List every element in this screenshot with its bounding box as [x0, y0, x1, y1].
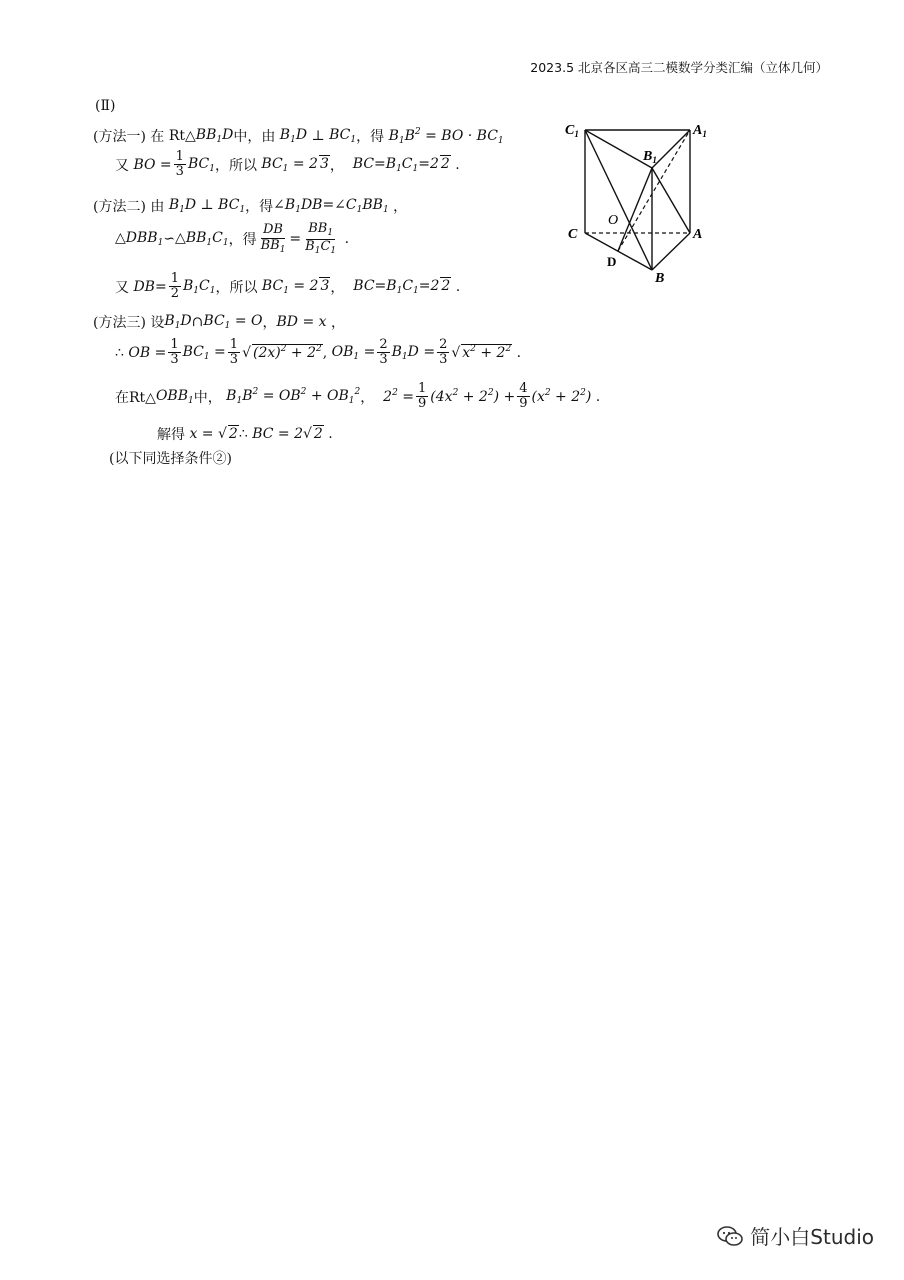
m3-bc1: $BC_1$ =: [182, 343, 226, 362]
m1-result2: $BC=B_1C_1=2$ 2: [352, 155, 450, 174]
m1-mid: 中，由: [233, 129, 276, 145]
method3-line1: (方法三) 设 $B_1D$ ∩ $BC_1 = O$ ， BD = x ，: [93, 313, 345, 331]
m1-you: 又: [115, 157, 129, 174]
m3-solve: 解得: [157, 427, 185, 443]
m3-therefore: ∴: [115, 344, 124, 361]
m3-b1d2: $B_1D$ =: [391, 343, 436, 362]
wechat-icon: [716, 1225, 744, 1247]
m3-frac-1-3b: $\frac{1}{3}$: [229, 337, 239, 368]
m2-angle: $\angle B_1DB=\angle C_1BB_1$: [273, 197, 389, 215]
m1-frac-1-3: $\frac{1}{3}$: [175, 149, 184, 180]
edge-b1-a1: [652, 130, 690, 168]
method1-label: (方法一): [93, 129, 146, 145]
note-line: [109, 448, 232, 468]
m1-triangle: $BB_1D$: [195, 127, 234, 145]
m2-db: DB=: [133, 278, 167, 295]
m3-she: 设: [150, 315, 165, 331]
m3-x: x = √ 2: [185, 426, 238, 442]
m3-bc: BC = 2√ 2: [247, 426, 323, 442]
m3-sqrt2: √ $x^2 + 2^2$: [451, 344, 512, 362]
edge-b-a: [652, 233, 690, 270]
m1-bc1: $BC_1$: [329, 127, 357, 145]
m2-you2: 又: [115, 279, 129, 296]
m1-bo: BO =: [133, 156, 172, 173]
m2-b1d: $B_1D$ ⊥ $BC_1$: [168, 197, 246, 215]
m1-b1d: $B_1D$: [279, 127, 308, 145]
method3-label: (方法三): [93, 315, 146, 331]
m2-tri2: $\triangle BB_1C_1$: [175, 230, 229, 249]
watermark: [716, 1221, 874, 1250]
m1-perp: ⊥: [311, 128, 325, 144]
m3-term2: $(x^2 + 2^2)$: [531, 388, 592, 406]
method1-line1: [93, 126, 504, 146]
m2-result2: $BC=B_1C_1=2$ 2: [353, 277, 451, 296]
method2-label: (方法二): [93, 199, 146, 215]
m3-sqrt1: √ $(2x)^2 + 2^2$: [242, 344, 322, 362]
m1-get: ，得: [356, 129, 385, 145]
method3-line4: 解得 x = √ 2 ∴ BC = 2√ 2 .: [157, 426, 333, 443]
m3-frac-1-9: $\frac{1}{9}$: [418, 381, 427, 412]
m2-tri1: $\triangle DBB_1$: [115, 230, 164, 249]
m2-so: ，所以: [215, 279, 258, 296]
m3-ob1: $OB_1$ =: [327, 343, 376, 362]
method2-line1: (方法二) 由 $B_1D$ ⊥ $BC_1$ ，得 $\angle B_1DB=\angle C_1BB_1$ ，: [93, 197, 408, 215]
m1-eq1: $B_1B^2$ = BO · $BC_1$: [384, 126, 504, 146]
m2-frac-db: $\frac{DB}{BB_1}$: [260, 222, 286, 255]
m1-rt: Rt△: [168, 128, 196, 144]
method2-line2: $\triangle DBB_1$ ∽ $\triangle BB_1C_1$ ，得 $\frac{DB}{BB_1}$ = $\frac{BB_1}{B_1C_1}$ .: [115, 221, 350, 256]
edge-c1-b1: [585, 130, 652, 168]
label-c: C: [568, 227, 578, 242]
method3-line3: 在Rt△ $OBB_1$ 中， $B_1B^2 = OB^2 + OB_1^2$ ， $2^2$ = $\frac{1}{9}$ $(4x^2 + 2^2)$ + $\frac{4}{9}$ $(x^2 + 2^2)$ .: [115, 381, 601, 412]
m1-text-zai: 在: [150, 129, 165, 145]
label-b: B: [655, 271, 665, 286]
m3-bc1o: $BC_1 = O$: [203, 313, 263, 331]
part-label: [95, 98, 115, 114]
m3-obb1: $OBB_1$: [155, 387, 194, 406]
label-a1: $A_1$: [693, 123, 707, 139]
m2-b1c1: $B_1C_1$: [182, 277, 216, 296]
m2-you: 由: [150, 199, 165, 215]
label-d: D: [607, 254, 617, 269]
prism-figure: [555, 110, 735, 290]
m1-result1: $BC_1 = 2$ 3: [256, 155, 329, 174]
m3-zhong: 中，: [193, 389, 222, 406]
m3-ob: OB =: [123, 344, 167, 361]
m3-therefore2: ∴: [238, 426, 248, 442]
m3-in: 在Rt△: [115, 389, 156, 406]
m2-frac-1-2: $\frac{1}{2}$: [170, 271, 179, 302]
method2-line3: 又 DB= $\frac{1}{2}$ $B_1C_1$ ，所以 $BC_1 = 2$ 3 ， $BC=B_1C_1=2$ 2 .: [115, 271, 461, 302]
note-text: (以下同选择条件②): [109, 451, 232, 467]
label-a: A: [693, 227, 703, 242]
m2-get2: ，得: [228, 232, 257, 249]
m2-frac-bb1: $\frac{BB_1}{B_1C_1}$: [305, 221, 337, 256]
label-b1: $B_1$: [643, 149, 657, 165]
part-text: (Ⅱ): [95, 98, 116, 114]
m3-bdx: BD = x: [276, 314, 327, 330]
method1-line2: 又 BO = $\frac{1}{3}$ $BC_1$ ，所以 $BC_1 = 2$ 3 ， $BC=B_1C_1=2$ 2 .: [115, 149, 460, 180]
m3-b1d: $B_1D$: [164, 313, 192, 331]
label-o: O: [608, 213, 619, 228]
m2-sim: ∽: [163, 231, 176, 248]
m2-result1: $BC_1 = 2$ 3: [257, 277, 330, 296]
m3-frac-2-3b: $\frac{2}{3}$: [439, 337, 448, 368]
m3-cap: ∩: [191, 314, 204, 330]
edge-c-b: [585, 233, 652, 270]
m1-so: ，所以: [214, 157, 257, 174]
m2-get: ，得: [245, 199, 274, 215]
method3-line2: ∴ OB = $\frac{1}{3}$ $BC_1$ = $\frac{1}{3}$ √ $(2x)^2 + 2^2$ , $OB_1$ = $\frac{2}{3}$ $B_1D$ = $\frac{2}{3}$ √ $x^2 + 2^2$ .: [115, 337, 522, 368]
label-c1: $C_1$: [565, 123, 579, 139]
diag-b1-a: [652, 168, 690, 233]
m3-frac-4-9: $\frac{4}{9}$: [519, 381, 528, 412]
prism-svg: [555, 110, 735, 290]
m1-bc1-b: $BC_1$: [187, 155, 215, 174]
m3-term1: $(4x^2 + 2^2)$ +: [430, 388, 516, 406]
m3-pyth: $B_1B^2 = OB^2 + OB_1^2$: [221, 387, 361, 407]
m3-eq: $2^2$ =: [383, 388, 415, 406]
m3-frac-2-3a: $\frac{2}{3}$: [379, 337, 388, 368]
watermark-text: 简小白Studio: [750, 1225, 874, 1249]
m3-frac-1-3a: $\frac{1}{3}$: [170, 337, 179, 368]
page-header: 2023.5 北京各区高三二模数学分类汇编（立体几何）: [530, 60, 828, 75]
